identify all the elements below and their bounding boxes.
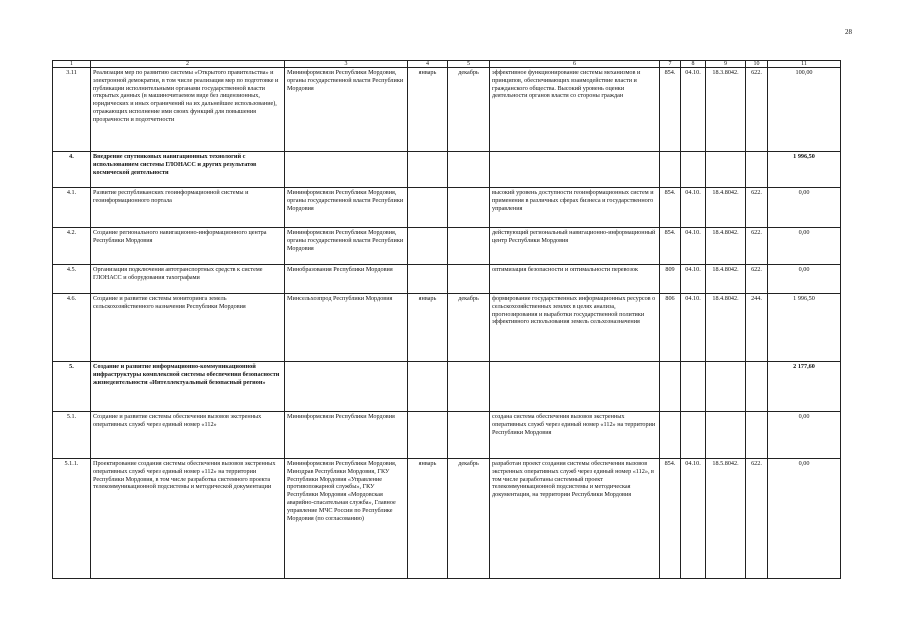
table-row — [53, 412, 841, 459]
activity-title: Развитие республиканских геоинформационной системы и геоинформационного портала — [91, 188, 285, 228]
code-target — [706, 362, 746, 412]
activity-title: Создание регионального навигационно-информационного центра Республики Мордовия — [91, 228, 285, 265]
code-section: 04.10. — [681, 459, 706, 579]
end-period — [448, 152, 490, 188]
expected-result: создана система обеспечения вызовов экстренных оперативных служб через единый номер «112» на территории Республики Мордовия — [490, 412, 660, 459]
executor: Минобразования Республики Мордовия — [285, 265, 408, 294]
executor: Мининформсвязи Республики Мордовия, органы государственной власти Республики Мордовия — [285, 68, 408, 152]
executor: Мининформсвязи Республики Мордовия, Минздрав Республики Мордовия, ГКУ Республики Мордовия «Управление противопожарной службы», ГКУ Республики Мордовия «Мордовская аварийно-спасательная служба», Главное управление МЧС России по Республике Мордовия (по согласованию) — [285, 459, 408, 579]
start-period — [408, 362, 448, 412]
code-section — [681, 362, 706, 412]
activity-title: Создание и развитие информационно-коммуникационной инфраструктуры комплексной системы обеспечения безопасности жизнедеятельности «Интеллектуальный безопасный регион» — [91, 362, 285, 412]
start-period — [408, 152, 448, 188]
column-number-row — [53, 61, 841, 68]
executor — [285, 152, 408, 188]
start-period — [408, 228, 448, 265]
row-number: 4.1. — [53, 188, 91, 228]
executor: Мининформсвязи Республики Мордовия — [285, 412, 408, 459]
code-target: 18.4.8042. — [706, 188, 746, 228]
program-activities-table — [52, 60, 841, 579]
row-number: 5.1. — [53, 412, 91, 459]
row-number: 4.2. — [53, 228, 91, 265]
activity-title: Проектирование создания системы обеспечения вызовов экстренных оперативных служб через единый номер «112» на территории Республики Мордовия, в том числе разработка системного проекта телекоммуникационной подсистемы и методической документации — [91, 459, 285, 579]
code-grbs: 854. — [660, 228, 681, 265]
funding-amount: 0,00 — [768, 412, 841, 459]
code-type — [746, 362, 768, 412]
expected-result: высокий уровень доступности геоинформационных систем и применения в различных сферах бизнеса и государственного управления — [490, 188, 660, 228]
code-target — [706, 412, 746, 459]
end-period — [448, 412, 490, 459]
activity-title: Создание и развитие системы мониторинга земель сельскохозяйственного назначения Республики Мордовия — [91, 294, 285, 362]
col-header-7: 7 — [660, 61, 681, 68]
end-period: декабрь — [448, 294, 490, 362]
executor: Мининформсвязи Республики Мордовия, органы государственной власти Республики Мордовия — [285, 228, 408, 265]
table-row — [53, 228, 841, 265]
executor: Мининформсвязи Республики Мордовия, органы государственной власти Республики Мордовия — [285, 188, 408, 228]
code-section: 04.10. — [681, 228, 706, 265]
code-section: 04.10. — [681, 294, 706, 362]
end-period — [448, 362, 490, 412]
funding-amount: 0,00 — [768, 188, 841, 228]
col-header-11: 11 — [768, 61, 841, 68]
table-row — [53, 294, 841, 362]
code-section: 04.10. — [681, 265, 706, 294]
end-period: декабрь — [448, 68, 490, 152]
start-period — [408, 412, 448, 459]
funding-amount: 100,00 — [768, 68, 841, 152]
code-type: 622. — [746, 68, 768, 152]
code-type — [746, 152, 768, 188]
code-type: 622. — [746, 459, 768, 579]
code-grbs — [660, 362, 681, 412]
funding-amount: 1 996,50 — [768, 152, 841, 188]
funding-amount: 0,00 — [768, 265, 841, 294]
code-type: 622. — [746, 188, 768, 228]
code-section: 04.10. — [681, 68, 706, 152]
code-target — [706, 152, 746, 188]
code-type — [746, 412, 768, 459]
table-row — [53, 459, 841, 579]
executor: Минсельхозпрод Республики Мордовия — [285, 294, 408, 362]
page-number: 28 — [845, 28, 852, 36]
expected-result: формирование государственных информационных ресурсов о сельскохозяйственных землях в целях анализа, прогнозирования и выработки государственной политики эффективного использования земель сельхозназначения — [490, 294, 660, 362]
code-grbs: 809 — [660, 265, 681, 294]
end-period — [448, 265, 490, 294]
start-period — [408, 265, 448, 294]
code-target: 18.3.8042. — [706, 68, 746, 152]
activity-title: Внедрение спутниковых навигационных технологий с использованием системы ГЛОНАСС и других результатов космической деятельности — [91, 152, 285, 188]
row-number: 5.1.1. — [53, 459, 91, 579]
executor — [285, 362, 408, 412]
funding-amount: 0,00 — [768, 459, 841, 579]
row-number: 4.6. — [53, 294, 91, 362]
col-header-6: 6 — [490, 61, 660, 68]
expected-result — [490, 152, 660, 188]
end-period — [448, 228, 490, 265]
code-target: 18.4.8042. — [706, 265, 746, 294]
start-period: январь — [408, 459, 448, 579]
table-row — [53, 265, 841, 294]
code-type: 622. — [746, 265, 768, 294]
expected-result: эффективное функционирование системы механизмов и принципов, обеспечивающих взаимодействие власти и гражданского общества. Высокий уровень оценки деятельности органов власти со стороны граждан — [490, 68, 660, 152]
funding-amount: 2 177,60 — [768, 362, 841, 412]
code-grbs: 854. — [660, 188, 681, 228]
row-number: 3.11 — [53, 68, 91, 152]
table-row — [53, 188, 841, 228]
code-grbs — [660, 412, 681, 459]
col-header-2: 2 — [91, 61, 285, 68]
end-period — [448, 188, 490, 228]
row-number: 5. — [53, 362, 91, 412]
table-row — [53, 68, 841, 152]
expected-result — [490, 362, 660, 412]
end-period: декабрь — [448, 459, 490, 579]
row-number: 4. — [53, 152, 91, 188]
code-target: 18.4.8042. — [706, 294, 746, 362]
col-header-10: 10 — [746, 61, 768, 68]
col-header-3: 3 — [285, 61, 408, 68]
start-period: январь — [408, 68, 448, 152]
activity-title: Создание и развитие системы обеспечения вызовов экстренных оперативных служб через единый номер «112» — [91, 412, 285, 459]
code-target: 18.5.8042. — [706, 459, 746, 579]
col-header-1: 1 — [53, 61, 91, 68]
expected-result: оптимизация безопасности и оптимальности перевозок — [490, 265, 660, 294]
row-number: 4.5. — [53, 265, 91, 294]
code-section: 04.10. — [681, 188, 706, 228]
code-grbs: 806 — [660, 294, 681, 362]
activity-title: Организация подключения автотранспортных средств к системе ГЛОНАСС и оборудования тахографами — [91, 265, 285, 294]
activity-title: Реализация мер по развитию системы «Открытого правительства» и электронной демократии, в том числе реализация мер по подготовке и публикации исполнительными органами государственной власти открытых данных (в машиночитаемом виде без лицензионных, юридических и иных ограничений на их дальнейшее использование), отражающих исполнение ими своих функций для повышения прозрачности и подотчетности — [91, 68, 285, 152]
code-grbs: 854. — [660, 459, 681, 579]
table-row — [53, 362, 841, 412]
col-header-9: 9 — [706, 61, 746, 68]
col-header-4: 4 — [408, 61, 448, 68]
code-type: 622. — [746, 228, 768, 265]
col-header-8: 8 — [681, 61, 706, 68]
expected-result: действующий региональный навигационно-информационный центр Республики Мордовия — [490, 228, 660, 265]
code-target: 18.4.8042. — [706, 228, 746, 265]
code-grbs — [660, 152, 681, 188]
col-header-5: 5 — [448, 61, 490, 68]
code-section — [681, 152, 706, 188]
code-type: 244. — [746, 294, 768, 362]
table-row — [53, 152, 841, 188]
code-section — [681, 412, 706, 459]
funding-amount: 0,00 — [768, 228, 841, 265]
start-period — [408, 188, 448, 228]
expected-result: разработан проект создания системы обеспечения вызовов экстренных оперативных служб через единый номер «112», в том числе разработаны системный проект телекоммуникационной подсистемы и методическая документация, на территории Республики Мордовия — [490, 459, 660, 579]
start-period: январь — [408, 294, 448, 362]
code-grbs: 854. — [660, 68, 681, 152]
funding-amount: 1 996,50 — [768, 294, 841, 362]
